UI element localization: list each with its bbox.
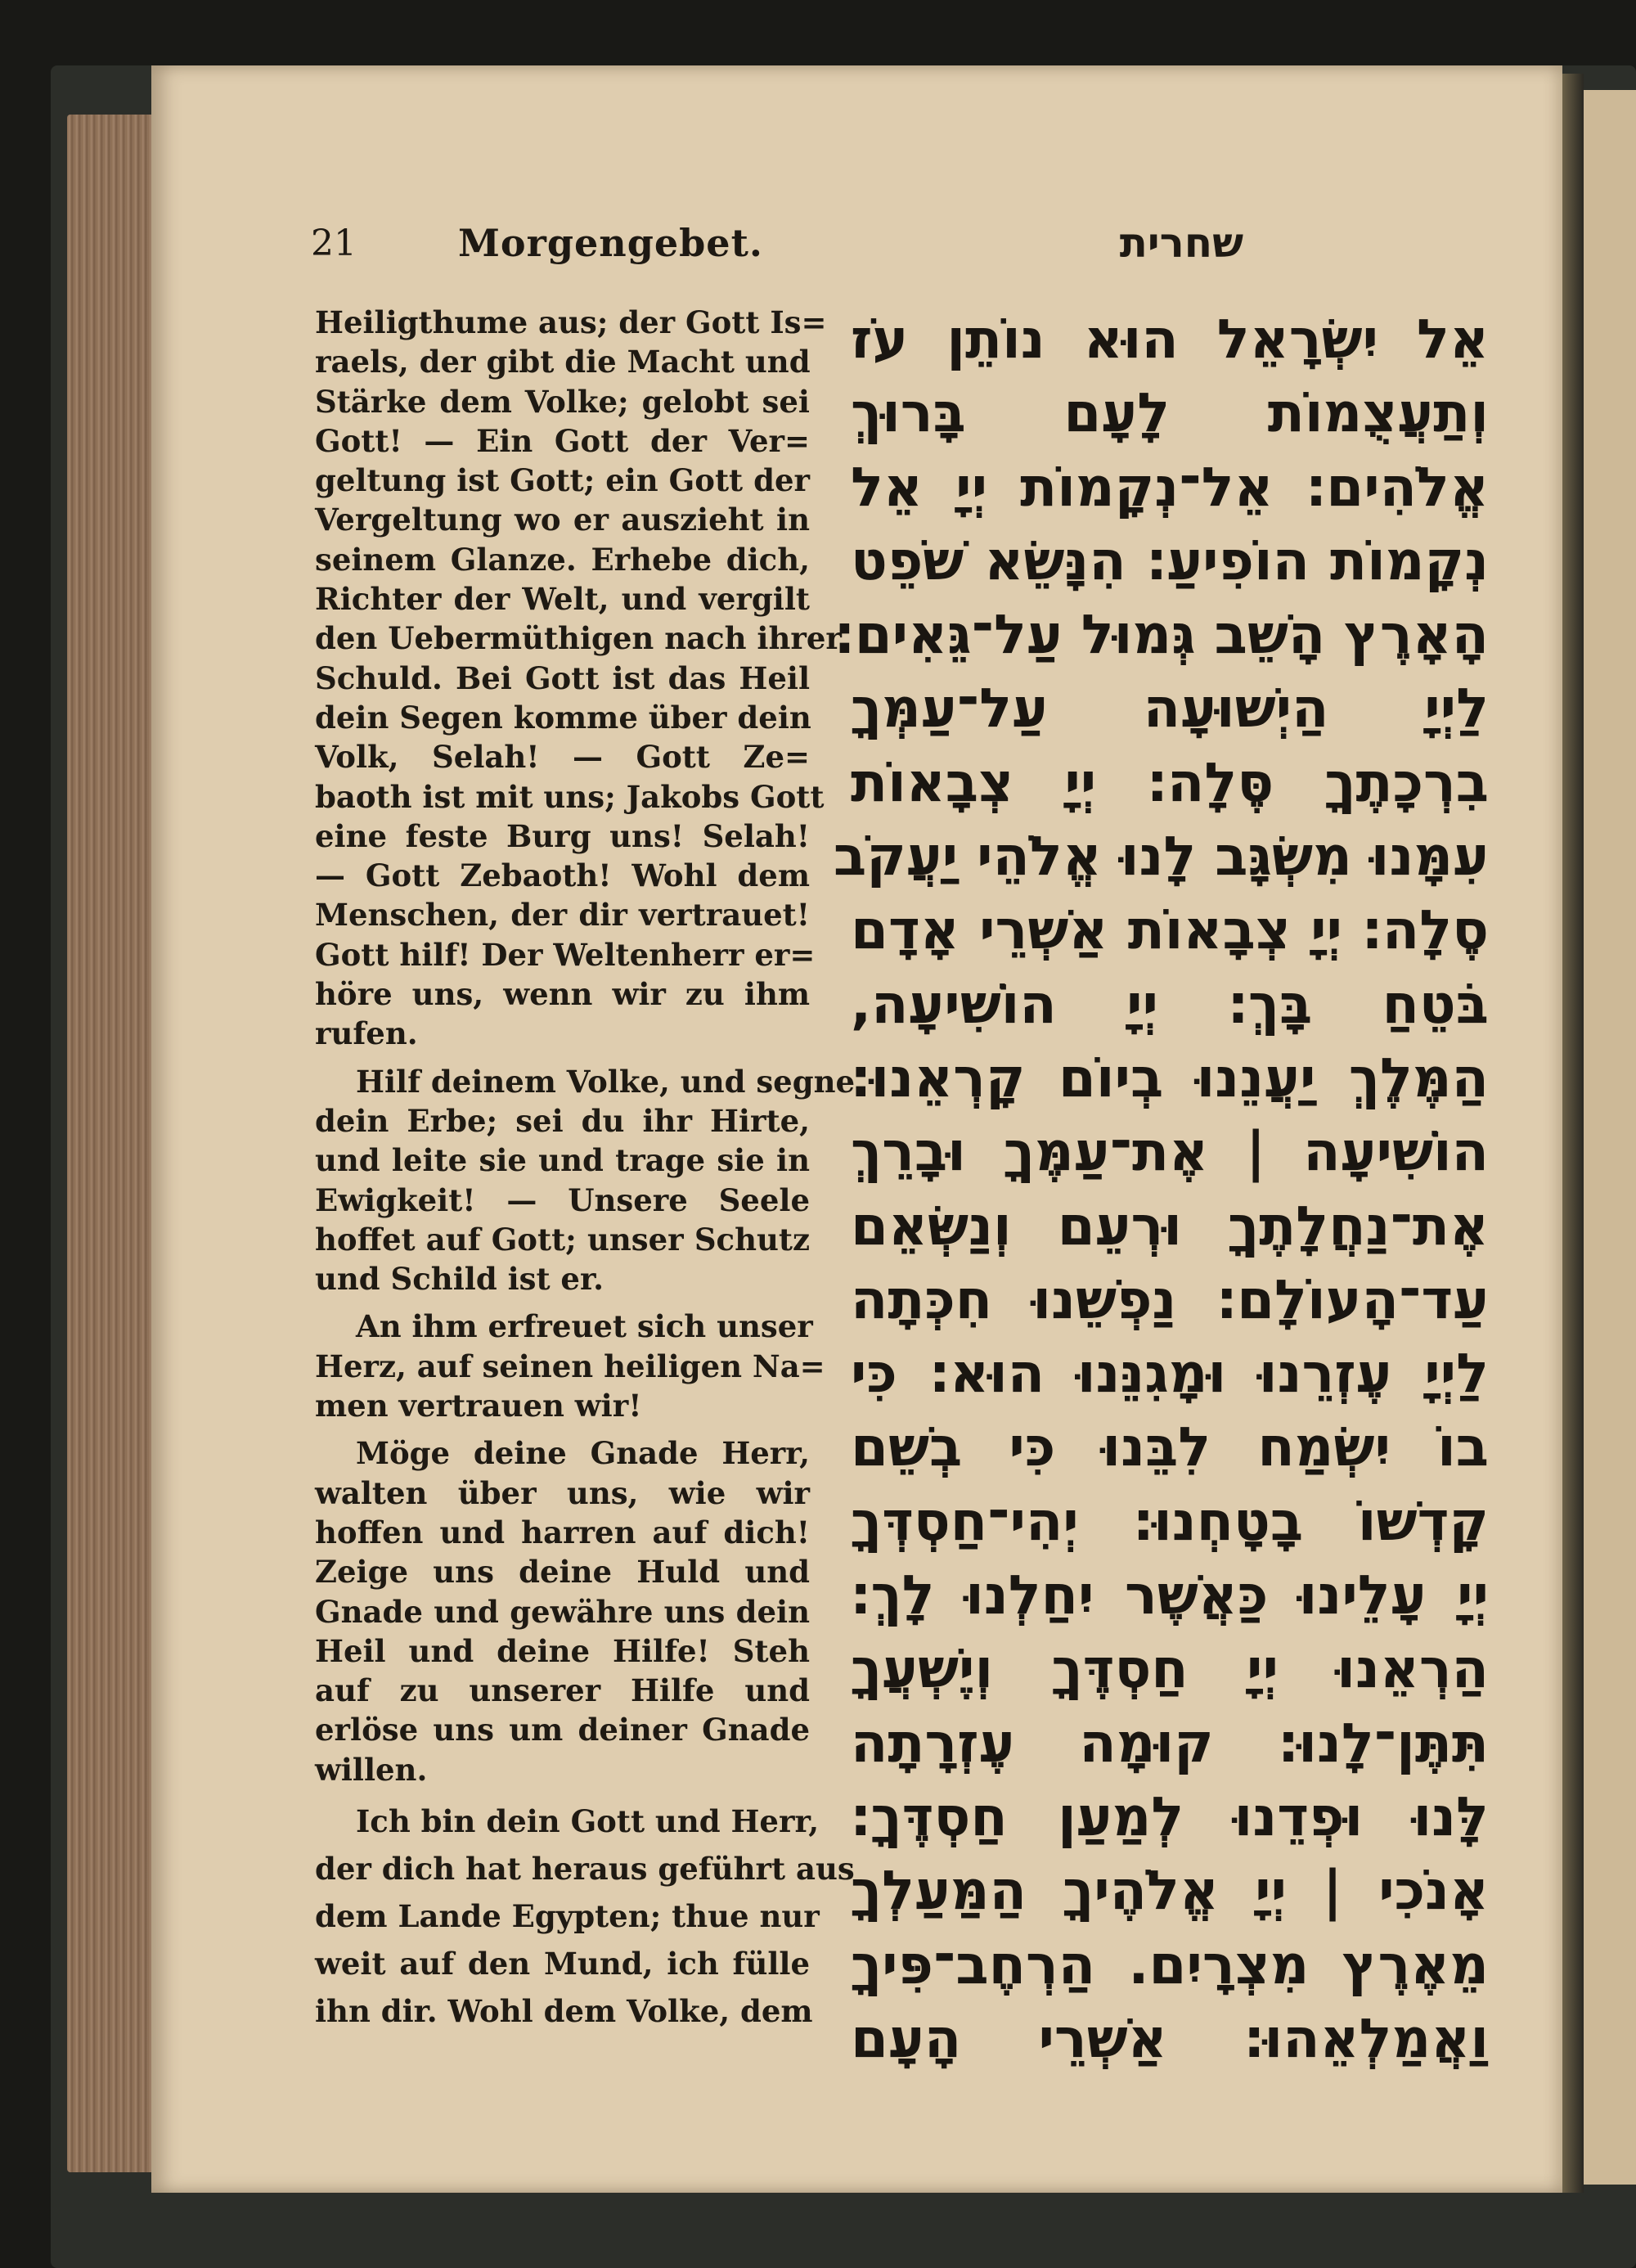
german-text-line: walten über uns, wie wir [315,1474,810,1511]
german-text-line: und leite sie und trage sie in [315,1142,810,1179]
hebrew-text-line: לַיְיָ עֶזְרֵנוּ וּמָגִנֵּנוּ הוּא׃ כִּי [851,1342,1489,1406]
german-text-line: auf zu unserer Hilfe und [315,1672,810,1709]
german-text-line: baoth ist mit uns; Jakobs Gott [315,778,825,815]
hebrew-title: שחרית [1119,219,1243,267]
hebrew-text-line: מֵאֶרֶץ מִצְרָיִם. הַרְחֶב־פִּיךָ [851,1933,1489,1996]
german-text-line: men vertrauen wir! [315,1388,642,1424]
german-text-line: Schuld. Bei Gott ist das Heil [315,659,810,696]
hebrew-text-line: קָדְשׁוֹ בָטָחְנוּ׃ יְהִי־חַסְדְּךָ [851,1489,1489,1553]
page-edges [67,115,154,2172]
german-text-line: Herz, auf seinen heiligen Na= [315,1348,825,1384]
book-gutter [1562,74,1584,2193]
german-text-line: Heiligthume aus; der Gott Is= [315,304,827,340]
german-text-line: seinem Glanze. Erhebe dich, [315,541,810,578]
german-text-line: Stärke dem Volke; gelobt sei [315,383,810,420]
german-text-line: Gott hilf! Der Weltenherr er= [315,936,816,973]
german-text-line: eine feste Burg uns! Selah! [315,817,810,854]
german-text-line: Gott! — Ein Gott der Ver= [315,422,810,459]
german-text-line: Ich bin dein Gott und Herr, [356,1802,820,1839]
hebrew-text-line: עַד־הָעוֹלָם׃ נַפְשֵׁנוּ חִכְּתָה [851,1267,1489,1331]
hebrew-text-line: אָנֹכִי | יְיָ אֱלֹהֶיךָ הַמַּעַלְךָ [851,1859,1489,1923]
german-text-line: Zeige uns deine Huld und [315,1554,810,1591]
german-paragraph [315,1433,810,1789]
hebrew-text-line: יְיָ עָלֵינוּ כַּאֲשֶׁר יִחַלְנוּ לָךְ׃ [851,1564,1489,1627]
german-text-line: Ewigkeit! — Unsere Seele [315,1181,810,1218]
hebrew-text-column [833,303,1489,2076]
german-text-line: höre uns, wenn wir zu ihm [315,976,810,1013]
german-translation-column [315,303,856,2035]
german-text-line: der dich hat heraus geführt aus [315,1850,855,1887]
german-paragraph [315,303,842,1054]
hebrew-text-line: הַמֶּלֶךְ יַעֲנֵנוּ בְיוֹם קָרְאֵנוּ׃ [851,1046,1489,1109]
german-text-line: hoffen und harren auf dich! [315,1514,810,1550]
hebrew-text-line: לָּנוּ וּפְדֵנוּ לְמַעַן חַסְדֶּךָ׃ [851,1784,1489,1848]
german-text-line: dein Segen komme über dein [315,699,811,736]
german-text-line: Richter der Welt, und vergilt [315,581,810,618]
hebrew-text-line: בִרְכָתֶךָ סֶּלָה׃ יְיָ צְבָאוֹת [851,750,1489,814]
german-text-line: dein Erbe; sei du ihr Hirte, [315,1102,810,1139]
german-text-line: Heil und deine Hilfe! Steh [315,1632,810,1669]
german-text-line: ihn dir. Wohl dem Volke, dem [315,1992,813,2029]
german-text-line: Möge deine Gnade Herr, [356,1435,810,1472]
german-text-line: Gnade und gewähre uns dein [315,1593,810,1630]
german-text-line: erlöse uns um deiner Gnade [315,1712,810,1748]
page-number: 21 [311,223,357,264]
hebrew-text-line: סֶלָה׃ יְיָ צְבָאוֹת אַשְׁרֵי אָדָם [851,898,1489,962]
hebrew-text-line: בֹּטֵחַ בָּךְ׃ יְיָ הוֹשִׁיעָה, [851,972,1489,1036]
hebrew-text-line: לַיְיָ הַיְשׁוּעָה עַל־עַמְּךָ [851,677,1489,740]
german-paragraph [315,1307,825,1425]
german-text-line: den Uebermüthigen nach ihrer [315,620,842,657]
running-title: Morgengebet. [458,221,763,265]
german-text-line: Volk, Selah! — Gott Ze= [315,739,810,776]
german-text-line: willen. [315,1751,428,1788]
german-text-line: Vergeltung wo er auszieht in [315,502,810,538]
german-text-line: raels, der gibt die Macht und [315,344,811,380]
hebrew-text-line: הַרְאֵנוּ יְיָ חַסְדֶּךָ וְיֶשְׁעֲךָ [851,1637,1489,1701]
facing-page-edge [1584,90,1636,2185]
german-text-line: dem Lande Egypten; thue nur [315,1897,820,1934]
german-text-line: Hilf deinem Volke, und segne [356,1063,856,1100]
hebrew-text-line: אֵל יִשְׂרָאֵל הוּא נוֹתֵן עֹז [851,308,1489,371]
german-text-line: An ihm erfreuet sich unser [356,1308,813,1345]
hebrew-text-line: וַאֲמַלְאֵהוּ׃ אַשְׁרֵי הָעָם [851,2006,1489,2070]
hebrew-text-line: וְתַעֲצֻמוֹת לָעָם בָּרוּךְ [851,381,1489,445]
german-text-line: rufen. [315,1015,418,1052]
hebrew-text-line: עִמָּנוּ מִשְׂגָּב לָנוּ אֱלֹהֵי יַעֲקֹב [833,825,1489,889]
german-text-line: hoffet auf Gott; unser Schutz [315,1221,810,1258]
german-paragraph [315,1798,855,2035]
hebrew-text-line: אֶת־נַחֲלָתֶךָ וּרְעֵם וְנַשְּׂאֵם [851,1194,1489,1258]
german-paragraph [315,1062,856,1299]
hebrew-text-line: תִּתֶּן־לָנוּ׃ קוּמָה עֶזְרָתָה [851,1711,1489,1775]
german-text-line: weit auf den Mund, ich fülle [315,1945,810,1982]
german-text-line: Menschen, der dir vertrauet! [315,897,810,934]
hebrew-text-line: אֱלֹהִים׃ אֵל־נְקָמוֹת יְיָ אֵל [851,455,1489,519]
hebrew-text-line: הָאָרֶץ הָשֵׁב גְּמוּל עַל־גֵּאִים׃ [834,603,1489,667]
german-text-line: und Schild ist er. [315,1261,604,1298]
german-text-line: — Gott Zebaoth! Wohl dem [315,857,810,894]
hebrew-text-line: הוֹשִׁיעָה | אֶת־עַמֶּךָ וּבָרֵךְ [851,1120,1489,1184]
german-text-line: geltung ist Gott; ein Gott der [315,462,810,499]
hebrew-text-line: בוֹ יִשְׂמַח לִבֵּנוּ כִּי בְשֵׁם [851,1415,1489,1479]
hebrew-text-line: נְקָמוֹת הוֹפִיעַ׃ הִנָּשֵׂא שֹׁפֵט [851,529,1489,592]
